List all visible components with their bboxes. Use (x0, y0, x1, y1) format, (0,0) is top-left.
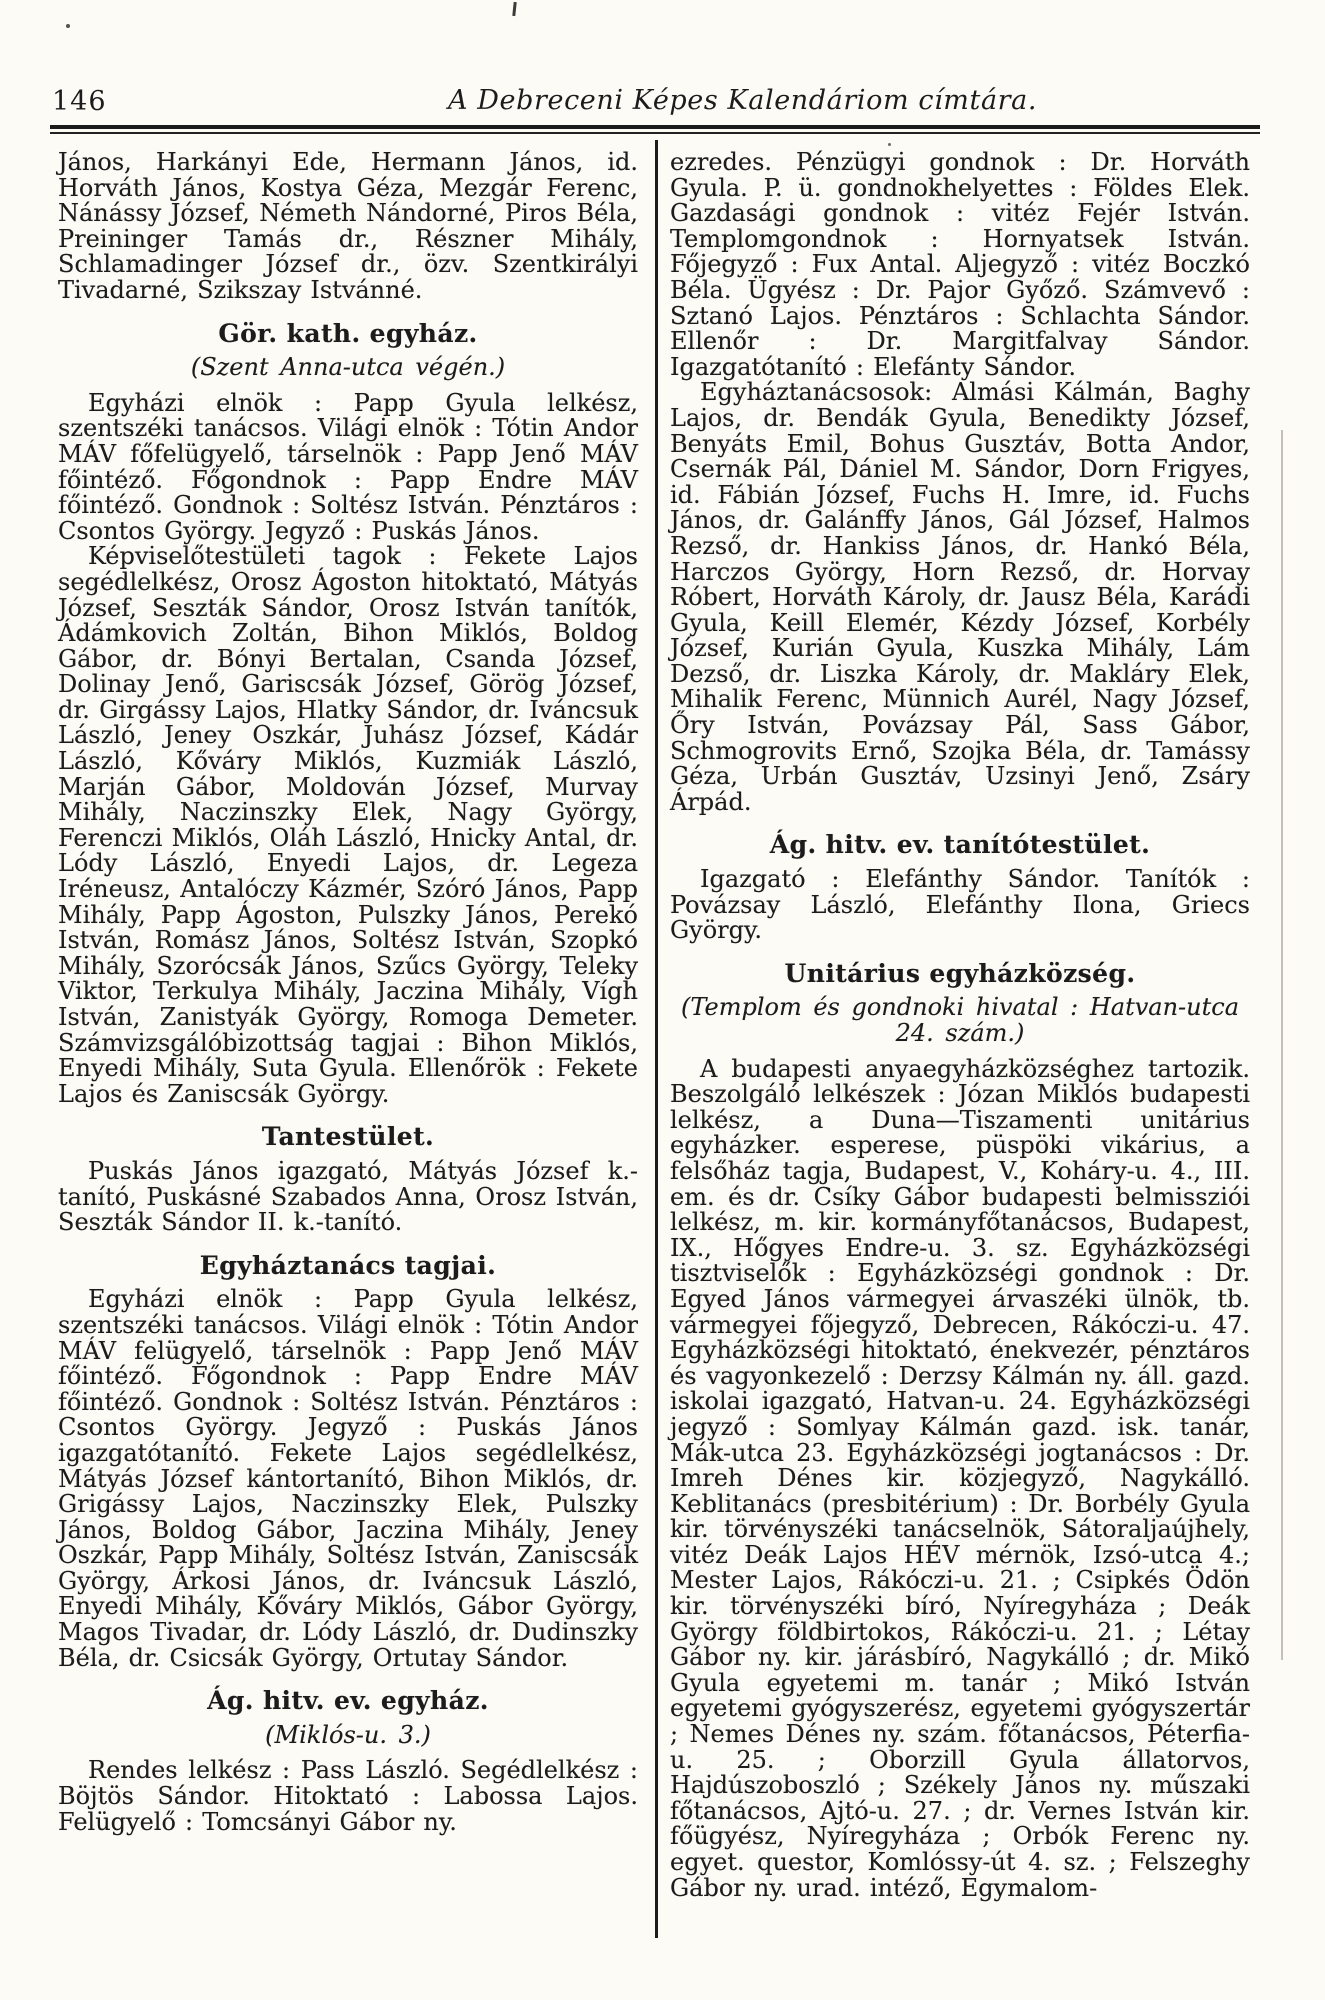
running-title: A Debreceni Képes Kalendáriom címtára. (448, 85, 1038, 116)
right-paragraph-church-councillors: Egyháztanácsosok: Almási Kálmán, Baghy Lajos, dr. Bendák Gyula, Benedikty József, Benyáts Emil, Bohus Gusztáv, Botta Andor, Csernák Pál, Dániel M. Sándor, Dorn Frigyes, id. Fábián József, Fuchs H. Imre, id. Fuchs János, dr. Galánffy János, Gál József, Halmos Rezső, dr. Hankiss János, dr. Hankó Béla, Harczos György, Horn Rezső, dr. Horvay Róbert, Horváth Károly, dr. Jausz Béla, Karádi Gyula, Keill Elemér, Kézdy József, Korbély József, Kurián Gyula, Kuszka Mihály, Lám Dezső, dr. Liszka Károly, dr. Makláry Elek, Mihalik Ferenc, Münnich Aurél, Nagy József, Őry István, Povázsay Pál, Sass Gábor, Schmogrovits Ernő, Szojka Béla, dr. Tamássy Géza, Urbán Gusztáv, Uzsinyi Jenő, Zsáry Árpád. (670, 378, 1250, 816)
page-number: 146 (52, 86, 107, 117)
header-rule-thin (50, 132, 1260, 134)
heading-ag-hitv-ev-tanitotestulet: Ág. hitv. ev. tanítótestület. (769, 830, 1151, 860)
left-paragraph-teaching-staff: Puskás János igazgató, Mátyás József k.-tanító, Puskásné Szabados Anna, Orosz István, Seszták Sándor II. k.-tanító. (58, 1156, 638, 1237)
left-column (58, 150, 638, 1835)
right-paragraph-continued-officers: ezredes. Pénzügyi gondnok : Dr. Horváth Gyula. P. ü. gondnokhelyettes : Földes Elek. Gazdasági gondnok : vitéz Fejér István. Templomgondnok : Hornyatsek István. Főjegyző : Fux Antal. Aljegyző : vitéz Boczkó Béla. Ügyész : Dr. Pajor Győző. Számvevő : Sztanó Lajos. Pénztáros : Schlachta Sándor. Ellenőr : Dr. Margitfalvay Sándor. Igazgatótanító : Elefánty Sándor. (670, 148, 1250, 381)
scan-edge-line (1281, 430, 1283, 1660)
heading-gor-kath-egyhaz: Gör. kath. egyház. (218, 318, 478, 348)
right-paragraph-lutheran-teachers: Igazgató : Elefánthy Sándor. Tanítók : Povázsay László, Elefánthy Ilona, Griecs György. (670, 865, 1250, 945)
column-divider (655, 140, 658, 1938)
heading-ag-hitv-ev-egyhaz: Ág. hitv. ev. egyház. (207, 1686, 489, 1716)
right-column (670, 150, 1250, 1901)
subheading-szent-anna-utca: (Szent Anna-utca végén.) (190, 353, 506, 382)
left-paragraph-representative-members: Képviselőtestületi tagok : Fekete Lajos segédlelkész, Orosz Ágoston hitoktató, Mátyás József, Seszták Sándor, Orosz István tanítók, Ádámkovich Zoltán, Bihon Miklós, Boldog Gábor, dr. Bónyi Bertalan, Csanda József, Dolinay Jenő, Gariscsák József, Görög József, dr. Girgássy Lajos, Hlatky Sándor, dr. Iváncsuk László, Jeney Oszkár, Juhász József, Kádár László, Kőváry Miklós, Kuzmiák László, Marján Gábor, Moldován József, Murvay Mihály, Naczinszky Elek, Nagy György, Ferenczi Miklós, Oláh László, Hnicky Antal, dr. Lódy László, Enyedi Lajos, dr. Legeza Iréneusz, Antalóczy Kázmér, Szóró János, Papp Mihály, Papp Ágoston, Pulszky János, Perekó István, Romász János, Soltész István, Szopkó Mihály, Szorócsák János, Szűcs György, Teleky Viktor, Terkulya Mihály, Jaczina Mihály, Vígh István, Zanistyák György, Romoga Demeter. Számvizsgálóbizottság tagjai : Bihon Miklós, Enyedi Mihály, Suta Gyula. Ellenőrök : Fekete Lajos és Zaniscsák György. (58, 542, 638, 1108)
left-paragraph-continued-names: János, Harkányi Ede, Hermann János, id. Horváth János, Kostya Géza, Mezgár Ferenc, Nánássy József, Németh Nándorné, Piros Béla, Preininger Tamás dr., Részner Mihály, Schlamadinger József dr., özv. Szentkirályi Tivadarné, Szikszay Istvánné. (58, 148, 638, 304)
scan-speck-dot (66, 24, 70, 28)
heading-egyhaztanacs-tagjai: Egyháztanács tagjai. (199, 1250, 497, 1280)
scan-speck-tick (512, 2, 516, 16)
left-paragraph-church-council: Egyházi elnök : Papp Gyula lelkész, szentszéki tanácsos. Világi elnök : Tótin Andor MÁV felügyelő, társelnök : Papp Jenő MÁV főintéző. Főgondnok : Papp Endre MÁV főintéző. Gondnok : Soltész István. Pénztáros : Csontos György. Jegyző : Puskás János igazgatótanító. Fekete Lajos segédlelkész, Mátyás József kántortanító, Bihon Miklós, dr. Grigássy Lajos, Naczinszky Elek, Pulszky János, Boldog Gábor, Jaczina Mihály, Jeney Oszkár, Papp Mihály, Soltész István, Zaniscsák György, Árkosi János, dr. Iváncsuk László, Enyedi Mihály, Kőváry Miklós, Gábor György, Magos Tivadar, dr. Lódy László, dr. Dudinszky Béla, dr. Csicsák György, Ortutay Sándor. (58, 1285, 638, 1672)
left-paragraph-church-officers: Egyházi elnök : Papp Gyula lelkész, szentszéki tanácsos. Világi elnök : Tótin Andor MÁV főfelügyelő, társelnök : Papp Jenő MÁV főintéző. Főgondnok : Papp Endre MÁV főintéző. Gondnok : Soltész István. Pénztáros : Csontos György. Jegyző : Puskás János. (58, 388, 638, 545)
subheading-hatvan-utca: (Templom és gondnoki hivatal : Hatvan-utca 24. szám.) (680, 993, 1240, 1047)
header-rule-thick (50, 125, 1260, 129)
scan-speck-dot (888, 143, 891, 146)
heading-unitarius-egyhazkozseg: Unitárius egyházközség. (784, 958, 1136, 988)
heading-tantestulet: Tantestület. (261, 1122, 435, 1152)
left-paragraph-lutheran-officers: Rendes lelkész : Pass László. Segédlelkész : Böjtös Sándor. Hitoktató : Labossa Lajos. Felügyelő : Tomcsányi Gábor ny. (58, 1756, 638, 1836)
right-paragraph-unitarian-parish: A budapesti anyaegyházközséghez tartozik. Beszolgáló lelkészek : Józan Miklós budapesti lelkész, a Duna—Tiszamenti unitárius egyházker. esperese, püspöki vikárius, a felsőház tagja, Budapest, V., Koháry-u. 4., III. em. és dr. Csíky Gábor budapesti belmissziói lelkész, m. kir. kormányfőtanácsos, Budapest, IX., Hőgyes Endre-u. 3. sz. Egyházközségi tisztviselők : Egyházközségi gondnok : Dr. Egyed János vármegyei árvaszéki ülnök, tb. vármegyei főjegyző, Debrecen, Rákóczi-u. 47. Egyházközségi hitoktató, énekvezér, pénztáros és vagyonkezelő : Derzsy Kálmán ny. áll. gazd. iskolai igazgató, Hatvan-u. 24. Egyházközségi jegyző : Somlyay Kálmán gazd. isk. tanár, Mák-utca 23. Egyházközségi jogtanácsos : Dr. Imreh Dénes kir. közjegyző, Nagykálló. Keblitanács (presbitérium) : Dr. Borbély Gyula kir. törvényszéki tanácselnök, Sátoraljaújhely, vitéz Deák Lajos HÉV mérnök, Izsó-utca 4.; Mester Lajos, Rákóczi-u. 21. ; Csipkés Ödön kir. törvényszéki bíró, Nyíregyháza ; Deák György földbirtokos, Rákóczi-u. 21. ; Létay Gábor ny. kir. járásbíró, Nagykálló ; dr. Mikó Gyula egyetemi m. tanár ; Mikó István egyetemi gyógyszerész, egyetemi gyógyszertár ; Nemes Dénes ny. szám. főtanácsos, Péterfia-u. 25. ; Oborzill Gyula állatorvos, Hajdúszoboszló ; Székely János ny. műszaki főtanácsos, Ajtó-u. 27. ; dr. Vernes István kir. főügyész, Nyíregyháza ; Orbók Ferenc ny. egyet. questor, Komlóssy-út 4. sz. ; Felszeghy Gábor ny. urad. intéző, Egymalom- (670, 1054, 1250, 1902)
subheading-miklos-utca: (Miklós-u. 3.) (265, 1720, 431, 1749)
